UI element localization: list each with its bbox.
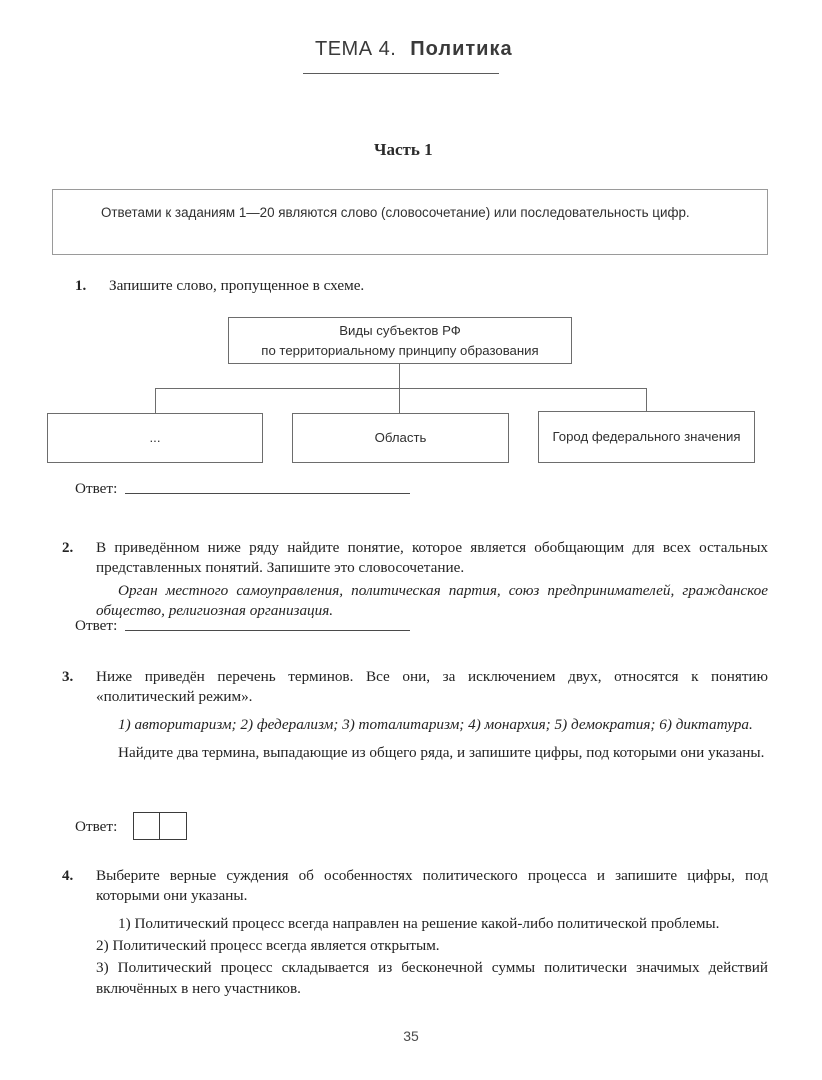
diagram-child-label-3: Город федерального значения	[552, 429, 741, 445]
topic-header	[315, 38, 513, 61]
instruction-text: Ответами к заданиям 1—20 являются слово (словосочетание) или последовательность цифр.	[101, 205, 690, 220]
page-number: 35	[403, 1028, 419, 1044]
task-3-prompt: Ниже приведён перечень терминов. Все они, за исключением двух, относятся к понятию «политический режим».	[96, 668, 768, 706]
topic-label: ТЕМА 4.	[315, 38, 397, 60]
header-divider	[303, 73, 499, 74]
task-1-answer-row	[75, 480, 410, 498]
task-4-prompt: Выберите верные суждения об особенностях политического процесса и запишите цифры, под которыми они указаны.	[96, 867, 768, 905]
instruction-box	[52, 189, 768, 255]
diagram-connector-bus	[155, 388, 647, 389]
diagram-connector-child-2	[399, 388, 400, 413]
task-3-terms: 1) авторитаризм; 2) федерализм; 3) тоталитаризм; 4) монархия; 5) демократия; 6) диктатура.	[118, 715, 753, 733]
task-2-number: 2.	[62, 540, 74, 556]
diagram-child-box-2	[292, 413, 509, 463]
task-1-prompt: Запишите слово, пропущенное в схеме.	[109, 277, 365, 294]
task-4	[62, 866, 768, 1001]
task-4-statement-1: 1) Политический процесс всегда направлен на решение какой-либо политической проблемы.	[118, 914, 720, 932]
diagram-root-box	[228, 317, 572, 364]
task-4-body	[96, 866, 768, 999]
answer-cell-1[interactable]	[133, 812, 160, 840]
task-1-number: 1.	[75, 278, 87, 294]
diagram-connector-root	[399, 364, 400, 388]
topic-name: Политика	[410, 38, 513, 60]
diagram-child-label-1: ...	[149, 430, 161, 446]
task-2-answer-label: Ответ:	[75, 617, 118, 634]
task-3-answer-cells	[133, 812, 187, 840]
task-4-number: 4.	[62, 868, 74, 884]
task-2-answer-row	[75, 617, 410, 635]
diagram-child-label-2: Область	[374, 430, 427, 446]
answer-cell-2[interactable]	[160, 812, 187, 840]
task-4-statement-3: 3) Политический процесс складывается из бесконечной суммы политически значимых действий включённых в него участников.	[96, 959, 768, 997]
task-3-body	[96, 667, 768, 763]
task-1	[75, 276, 765, 298]
task-2-body	[96, 538, 768, 621]
task-1-answer-label: Ответ:	[75, 480, 118, 497]
task-2-terms: Орган местного самоуправления, политическая партия, союз предпринимателей, гражданское общество, религиозная организация.	[96, 581, 768, 620]
diagram-child-box-3	[538, 411, 755, 463]
part-title: Часть 1	[374, 140, 433, 159]
task-1-answer-line[interactable]	[125, 492, 410, 494]
task-3-answer-row	[75, 812, 187, 836]
diagram-connector-child-1	[155, 388, 156, 413]
diagram-root-line1: Виды субъектов РФ	[339, 323, 461, 339]
task-3-instruction2: Найдите два термина, выпадающие из общего ряда, и запишите цифры, под которыми они указаны.	[118, 744, 765, 762]
task-4-statement-2: 2) Политический процесс всегда является открытым.	[96, 937, 440, 955]
diagram-connector-child-3	[646, 388, 647, 411]
task-3-number: 3.	[62, 669, 74, 685]
diagram-root-line2: по территориальному принципу образования	[261, 342, 539, 358]
task-3	[62, 667, 768, 765]
task-1-body	[109, 276, 765, 296]
diagram-child-box-1	[47, 413, 263, 463]
task-3-answer-label: Ответ:	[75, 818, 118, 835]
task-2-answer-line[interactable]	[125, 629, 410, 631]
task-2-prompt: В приведённом ниже ряду найдите понятие, которое является обобщающим для всех остальных представленных понятий. Запишите это словосочетание.	[96, 539, 768, 577]
task-2	[62, 538, 768, 623]
